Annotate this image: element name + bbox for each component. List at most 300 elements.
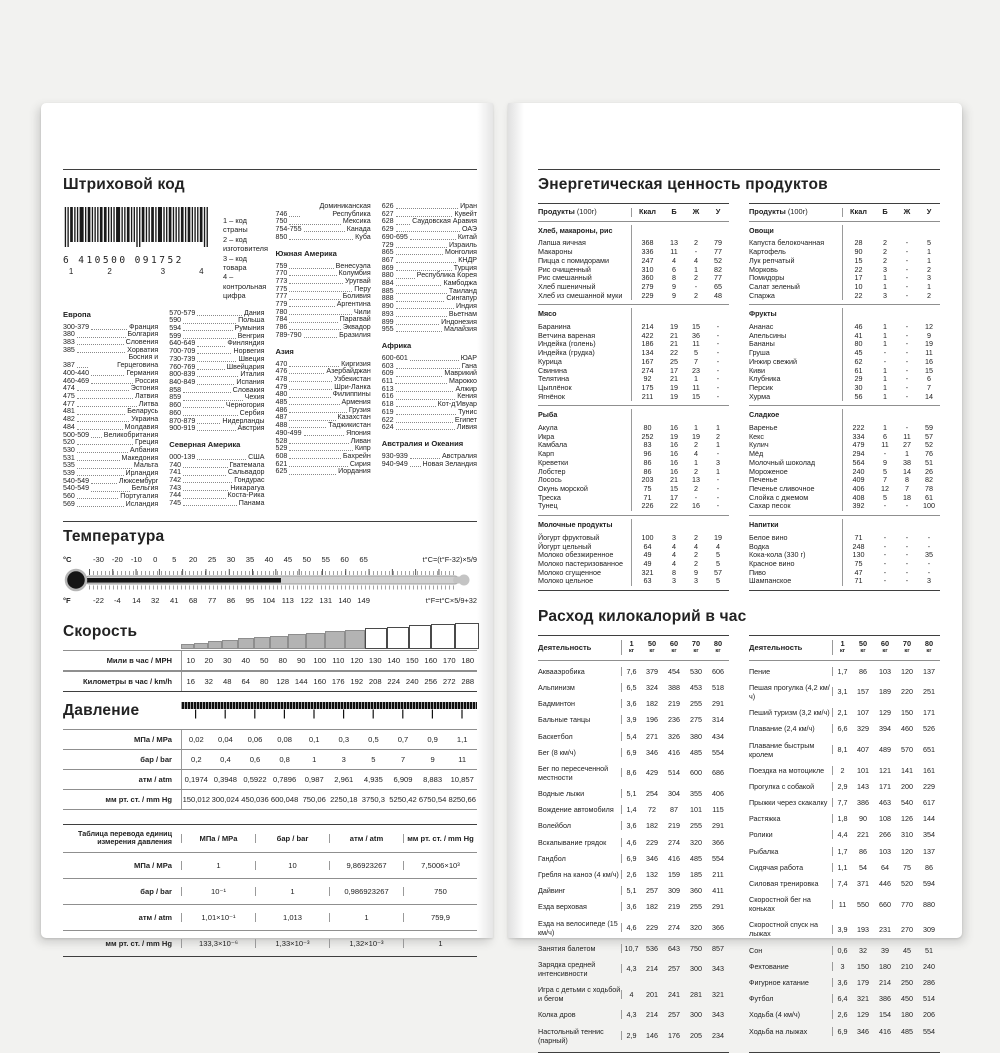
food-value: 5 bbox=[716, 558, 720, 568]
country-code: 884 bbox=[381, 279, 394, 288]
activity-name: Сидячая работа bbox=[749, 862, 804, 872]
food-value: 130 bbox=[842, 551, 874, 560]
food-value: - bbox=[905, 550, 909, 560]
food-value: 3 bbox=[927, 273, 931, 283]
pressure-value: 8,883 bbox=[423, 774, 443, 784]
food-value: - bbox=[716, 382, 720, 392]
speed-bar-slot bbox=[365, 628, 386, 649]
calories-value: 686 bbox=[712, 768, 724, 778]
food-value: 11 bbox=[925, 348, 933, 358]
food-value: 334 bbox=[842, 433, 874, 442]
calories-value: 536 bbox=[646, 943, 658, 953]
food-value: 19 bbox=[670, 391, 678, 401]
calories-value: 4,4 bbox=[832, 830, 852, 839]
country-name: Коста-Рика bbox=[227, 491, 265, 500]
food-row bbox=[749, 433, 940, 442]
activity-name: Ходьба на лыжах bbox=[749, 1026, 808, 1036]
country-code: 746 bbox=[275, 209, 288, 218]
calories-value: 3,6 bbox=[832, 978, 852, 987]
food-value: - bbox=[694, 492, 698, 502]
food-value: 21 bbox=[670, 339, 678, 349]
calories-value: 406 bbox=[712, 789, 724, 799]
food-value: 16 bbox=[670, 449, 678, 459]
country-code: 613 bbox=[381, 384, 394, 393]
food-value: 65 bbox=[714, 281, 722, 291]
conversion-row-label: бар / bar bbox=[140, 886, 172, 896]
dotted-leader bbox=[396, 278, 415, 279]
country-code: 742 bbox=[169, 476, 182, 485]
barcode-digits: 091752 bbox=[134, 255, 184, 266]
calories-header-activity: Деятельность bbox=[538, 643, 592, 653]
left-page bbox=[41, 103, 493, 948]
calories-row bbox=[749, 663, 940, 679]
calories-header-weight: 50 кг bbox=[852, 640, 874, 655]
country-group-header: Австралия и Океания bbox=[381, 438, 464, 448]
calories-value: 205 bbox=[690, 1031, 702, 1041]
calories-row bbox=[538, 899, 729, 915]
speed-value: 10 bbox=[181, 651, 200, 670]
speed-value: 224 bbox=[387, 676, 401, 686]
calories-row bbox=[749, 778, 940, 794]
food-value: 26 bbox=[925, 466, 933, 476]
dotted-leader bbox=[289, 283, 343, 284]
food-value: 1 bbox=[883, 339, 887, 349]
calories-value: 304 bbox=[668, 789, 680, 799]
food-value: 2 bbox=[694, 440, 698, 450]
temp-tick-value: 30 bbox=[226, 554, 236, 564]
food-value: 46 bbox=[842, 323, 874, 332]
calories-header-weight: 80 кг bbox=[707, 640, 729, 655]
country-name: Исландия bbox=[125, 499, 159, 508]
food-name: Молоко цельное bbox=[538, 576, 594, 586]
food-group-header-row bbox=[538, 308, 729, 323]
food-value: 6 bbox=[883, 431, 887, 441]
calories-value: 120 bbox=[901, 846, 913, 856]
country-codes-column-3 bbox=[276, 203, 371, 509]
speed-bar bbox=[306, 633, 325, 650]
calories-value: 2,9 bbox=[832, 782, 852, 791]
calories-value: 281 bbox=[690, 989, 702, 999]
food-value: 1 bbox=[883, 382, 887, 392]
food-group-spacer bbox=[631, 225, 663, 240]
calories-value: 489 bbox=[879, 745, 891, 755]
food-name: Треска bbox=[538, 492, 561, 502]
speed-value: 160 bbox=[424, 655, 438, 665]
food-name: Рис очищенный bbox=[538, 264, 591, 274]
country-code: 690-695 bbox=[381, 232, 408, 241]
country-name: Словакия bbox=[232, 385, 265, 394]
calories-value: 485 bbox=[690, 853, 702, 863]
country-code: 786 bbox=[275, 323, 288, 332]
speed-value: 32 bbox=[204, 676, 213, 686]
country-name: Казахстан bbox=[337, 413, 371, 422]
dotted-leader bbox=[197, 423, 220, 424]
dotted-leader bbox=[197, 346, 225, 347]
food-name: Йогурт цельный bbox=[538, 541, 592, 551]
activity-name: Аквааэробика bbox=[538, 666, 585, 676]
calories-row bbox=[749, 795, 940, 811]
pressure-value: 0,3948 bbox=[213, 774, 237, 784]
calories-value: 8,6 bbox=[621, 768, 641, 777]
pressure-section-title: Давление bbox=[63, 701, 140, 719]
food-value: 57 bbox=[714, 567, 722, 577]
temp-tick-value: -10 bbox=[130, 554, 142, 564]
dotted-leader bbox=[91, 383, 133, 384]
celsius-unit-label: °C bbox=[63, 554, 72, 564]
food-value: 61 bbox=[842, 367, 874, 376]
country-code: 773 bbox=[275, 276, 288, 285]
food-value: 22 bbox=[670, 348, 678, 358]
pressure-value: 450,036 bbox=[241, 794, 269, 804]
calories-value: 380 bbox=[690, 731, 702, 741]
dotted-leader bbox=[396, 254, 443, 255]
calories-row bbox=[749, 917, 940, 942]
pressure-value: 750,06 bbox=[302, 794, 326, 804]
calories-section bbox=[538, 603, 940, 1053]
food-group-header-row bbox=[749, 409, 940, 424]
food-value: 14 bbox=[925, 391, 933, 401]
food-group-header-row bbox=[538, 225, 729, 240]
country-code: 750 bbox=[275, 217, 288, 226]
dotted-leader bbox=[197, 315, 242, 316]
pressure-value: 8250,66 bbox=[448, 794, 476, 804]
country-code: 625 bbox=[275, 467, 288, 476]
calories-row bbox=[538, 663, 729, 679]
food-value: - bbox=[716, 365, 720, 375]
calories-table-right bbox=[749, 635, 940, 1053]
country-code: 387 bbox=[63, 361, 75, 370]
pressure-value: 0,8 bbox=[279, 754, 290, 764]
calories-value: 229 bbox=[646, 923, 658, 933]
conversion-value: 10 bbox=[255, 861, 329, 870]
calories-value: 4,3 bbox=[621, 1010, 641, 1019]
food-value: 19 bbox=[670, 382, 678, 392]
country-name: Беларусь bbox=[127, 407, 159, 416]
temp-tick-value: 65 bbox=[359, 554, 368, 564]
calories-value: 485 bbox=[901, 1026, 913, 1036]
food-value: 77 bbox=[714, 247, 722, 257]
calories-value: 354 bbox=[923, 830, 935, 840]
pressure-row bbox=[63, 789, 477, 810]
activity-name: Рыбалка bbox=[749, 846, 779, 856]
calories-row bbox=[538, 712, 729, 728]
barcode-field-number: 1 bbox=[68, 267, 74, 276]
country-name: Польша bbox=[238, 316, 265, 325]
country-code: 477 bbox=[63, 399, 75, 408]
calories-value: 159 bbox=[668, 870, 680, 880]
food-group-spacer bbox=[663, 225, 685, 240]
speed-bars-graphic bbox=[181, 623, 477, 650]
food-name: Лук репчатый bbox=[749, 255, 795, 265]
country-code: 700-709 bbox=[169, 347, 196, 356]
food-value: 9 bbox=[672, 281, 676, 291]
dotted-leader bbox=[396, 316, 447, 317]
food-name: Печенье сливочное bbox=[749, 483, 815, 493]
speed-value: 64 bbox=[241, 676, 250, 686]
calories-value: 429 bbox=[646, 768, 658, 778]
food-value: 16 bbox=[670, 423, 678, 433]
country-code: 760-769 bbox=[169, 362, 196, 371]
food-value: 274 bbox=[631, 367, 663, 376]
food-value: 214 bbox=[631, 323, 663, 332]
country-name: Вьетнам bbox=[448, 309, 477, 318]
food-name: Пицца с помидорами bbox=[538, 255, 609, 265]
calories-value: 7,7 bbox=[832, 798, 852, 807]
calories-body bbox=[749, 661, 940, 1043]
pressure-value: 7 bbox=[400, 754, 406, 764]
dotted-leader bbox=[197, 369, 224, 370]
food-group-name: Сладкое bbox=[749, 410, 780, 420]
food-value: 16 bbox=[670, 466, 678, 476]
speed-table bbox=[63, 650, 477, 692]
food-value: - bbox=[883, 449, 887, 459]
food-value: - bbox=[905, 273, 909, 283]
dotted-leader bbox=[77, 344, 124, 345]
speed-value: 40 bbox=[241, 655, 250, 665]
food-name: Салат зеленый bbox=[749, 281, 800, 291]
dotted-leader bbox=[289, 458, 340, 459]
calories-value: 143 bbox=[857, 781, 869, 791]
food-row bbox=[749, 577, 940, 586]
country-code: 885 bbox=[381, 286, 394, 295]
country-name: Швейцария bbox=[226, 362, 265, 371]
calories-value: 3,9 bbox=[621, 715, 641, 724]
barcode-top bbox=[63, 203, 268, 301]
food-header-row bbox=[749, 203, 940, 222]
calories-value: 87 bbox=[670, 805, 678, 815]
calories-value: 6,9 bbox=[621, 748, 641, 757]
country-name: Люксембург bbox=[118, 476, 159, 485]
food-group-name: Фрукты bbox=[749, 309, 777, 319]
food-name: Окунь морской bbox=[538, 483, 588, 493]
country-name: Иордания bbox=[338, 467, 371, 476]
food-group bbox=[749, 222, 940, 305]
activity-name: Езда на велосипеде (15 км/ч) bbox=[538, 918, 618, 937]
country-name: Никарагуа bbox=[230, 483, 265, 492]
country-name: Мальта bbox=[133, 461, 159, 470]
conversion-value: 1 bbox=[329, 913, 403, 922]
country-code: 621 bbox=[275, 459, 288, 468]
food-table-right bbox=[749, 203, 940, 591]
country-name: ЮАР bbox=[460, 353, 477, 362]
pressure-ruler-graphic bbox=[181, 702, 477, 728]
calories-row bbox=[538, 1023, 729, 1048]
calories-value: 550 bbox=[857, 899, 869, 909]
food-value: 71 bbox=[842, 577, 874, 586]
calories-value: 107 bbox=[857, 708, 869, 718]
calories-value: 770 bbox=[901, 899, 913, 909]
calories-row bbox=[538, 850, 729, 866]
food-value: - bbox=[716, 322, 720, 332]
speed-value: 208 bbox=[368, 676, 382, 686]
food-group-spacer bbox=[874, 409, 896, 424]
calories-value: 857 bbox=[712, 943, 724, 953]
food-value: 211 bbox=[631, 393, 663, 402]
food-value: 16 bbox=[692, 501, 700, 511]
food-value: - bbox=[905, 365, 909, 375]
food-value: 38 bbox=[903, 457, 911, 467]
food-value: - bbox=[905, 339, 909, 349]
speed-bar-slot bbox=[288, 634, 306, 649]
food-value: 392 bbox=[842, 502, 874, 511]
food-value: - bbox=[716, 501, 720, 511]
food-group-header-row bbox=[749, 519, 940, 534]
food-value: 15 bbox=[925, 365, 933, 375]
food-value: 2 bbox=[927, 264, 931, 274]
calories-value: 346 bbox=[646, 747, 658, 757]
country-code: 482 bbox=[63, 415, 75, 424]
calories-value: 5,4 bbox=[621, 732, 641, 741]
calories-value: 32 bbox=[859, 945, 867, 955]
pressure-value: 0,06 bbox=[247, 734, 263, 744]
food-value: 35 bbox=[925, 550, 933, 560]
food-value: 310 bbox=[631, 266, 663, 275]
calories-value: 72 bbox=[648, 805, 656, 815]
speed-value: 176 bbox=[331, 676, 345, 686]
activity-name: Бадминтон bbox=[538, 699, 576, 709]
food-group-spacer bbox=[685, 308, 707, 323]
food-group-spacer bbox=[707, 225, 729, 240]
food-name: Курица bbox=[538, 356, 562, 366]
pressure-value: 0,987 bbox=[304, 774, 324, 784]
calories-value: 460 bbox=[901, 724, 913, 734]
speed-bar bbox=[254, 637, 271, 649]
calories-row bbox=[749, 721, 940, 737]
conversion-row bbox=[63, 904, 477, 930]
barcode-digits: 6 bbox=[63, 255, 72, 266]
food-header-product-bold: Продукты bbox=[538, 207, 575, 216]
dotted-leader bbox=[289, 389, 332, 390]
food-value: 2 bbox=[883, 247, 887, 257]
calories-row bbox=[538, 786, 729, 802]
country-name: Боливия bbox=[342, 292, 371, 301]
calories-row bbox=[749, 762, 940, 778]
food-value: - bbox=[716, 449, 720, 459]
barcode-number bbox=[63, 255, 211, 266]
dotted-leader bbox=[77, 398, 133, 399]
calories-row bbox=[538, 818, 729, 834]
dotted-leader bbox=[183, 505, 237, 506]
country-group-header: Азия bbox=[275, 346, 294, 356]
country-name: Киргизия bbox=[341, 359, 371, 368]
calories-value: 101 bbox=[690, 805, 702, 815]
calories-value: 518 bbox=[712, 682, 724, 692]
food-header-row bbox=[538, 203, 729, 222]
dotted-leader bbox=[289, 322, 337, 323]
food-value: 21 bbox=[670, 475, 678, 485]
country-name: Доминиканская Республика bbox=[319, 202, 371, 218]
dotted-leader bbox=[396, 376, 443, 377]
food-value: 41 bbox=[842, 332, 874, 341]
food-group-spacer bbox=[842, 519, 874, 534]
food-value: 8 bbox=[672, 567, 676, 577]
food-row bbox=[749, 292, 940, 301]
food-group-header-row bbox=[749, 308, 940, 323]
calories-value: 255 bbox=[690, 821, 702, 831]
country-name: Македония bbox=[121, 453, 159, 462]
country-code: 490-499 bbox=[275, 428, 302, 437]
country-name: Ливия bbox=[456, 423, 477, 432]
activity-name: Плавание (2,4 км/ч) bbox=[749, 724, 815, 734]
calories-row bbox=[538, 679, 729, 695]
calories-row bbox=[749, 679, 940, 704]
food-name: Хурма bbox=[749, 391, 771, 401]
speed-row-label: Километры в час / km/h bbox=[83, 676, 172, 686]
calories-row bbox=[749, 974, 940, 990]
country-name: ОАЭ bbox=[461, 225, 477, 234]
food-value: - bbox=[905, 330, 909, 340]
calories-value: 4,6 bbox=[621, 923, 641, 932]
food-name: Индейка (голень) bbox=[538, 339, 596, 349]
country-code: 626 bbox=[381, 202, 394, 210]
country-name: Сербия bbox=[239, 408, 265, 417]
pressure-value: 600,048 bbox=[270, 794, 299, 804]
food-row bbox=[538, 349, 729, 358]
food-value: 360 bbox=[631, 274, 663, 283]
calories-body bbox=[538, 661, 729, 1052]
food-value: - bbox=[883, 348, 887, 358]
food-name: Инжир свежий bbox=[749, 356, 798, 366]
dotted-leader bbox=[77, 414, 125, 415]
calories-value: 211 bbox=[712, 870, 724, 880]
country-code: 840-849 bbox=[169, 377, 196, 386]
food-value: 52 bbox=[925, 440, 933, 450]
food-value: 175 bbox=[631, 384, 663, 393]
activity-name: Вскапывание грядок bbox=[538, 837, 607, 847]
food-value: 1 bbox=[883, 374, 887, 384]
food-row bbox=[538, 468, 729, 477]
country-code: 888 bbox=[381, 294, 394, 303]
country-name: Япония bbox=[346, 428, 371, 437]
calories-value: 7,6 bbox=[621, 667, 641, 676]
food-name: Ветчина вареная bbox=[538, 330, 596, 340]
calories-value: 371 bbox=[857, 879, 869, 889]
country-name: Хорватия bbox=[127, 345, 159, 354]
food-value: 28 bbox=[842, 239, 874, 248]
food-value: 406 bbox=[842, 485, 874, 494]
food-name: Помидоры bbox=[749, 273, 785, 283]
country-name: Ирландия bbox=[125, 469, 159, 478]
calories-value: 291 bbox=[712, 902, 724, 912]
food-value: 4 bbox=[694, 255, 698, 265]
calories-value: 0,6 bbox=[832, 946, 852, 955]
food-value: 4 bbox=[672, 550, 676, 560]
dotted-leader bbox=[396, 406, 436, 407]
food-value: 80 bbox=[842, 340, 874, 349]
food-value: - bbox=[905, 558, 909, 568]
pressure-row-label: мм рт. ст. / mm Hg bbox=[105, 794, 172, 804]
calories-value: 214 bbox=[646, 1010, 658, 1020]
temp-tick-value: 77 bbox=[207, 595, 217, 605]
country-name: Гватемала bbox=[229, 460, 265, 469]
dotted-leader bbox=[396, 308, 454, 309]
activity-name: Баскетбол bbox=[538, 731, 573, 741]
food-name: Лобстер bbox=[538, 466, 566, 476]
food-value: - bbox=[716, 339, 720, 349]
calories-value: 137 bbox=[923, 666, 935, 676]
calories-value: 86 bbox=[925, 862, 933, 872]
activity-name: Силовая тренировка bbox=[749, 879, 819, 889]
speed-value: 240 bbox=[405, 676, 419, 686]
food-value: 203 bbox=[631, 476, 663, 485]
food-name: Лапша яичная bbox=[538, 238, 586, 248]
food-name: Слойка с джемом bbox=[749, 492, 809, 502]
speed-value: 128 bbox=[276, 676, 290, 686]
dotted-leader bbox=[183, 323, 236, 324]
country-name: Бразилия bbox=[339, 330, 371, 339]
speed-value: 80 bbox=[260, 676, 269, 686]
food-group-spacer bbox=[631, 409, 663, 424]
